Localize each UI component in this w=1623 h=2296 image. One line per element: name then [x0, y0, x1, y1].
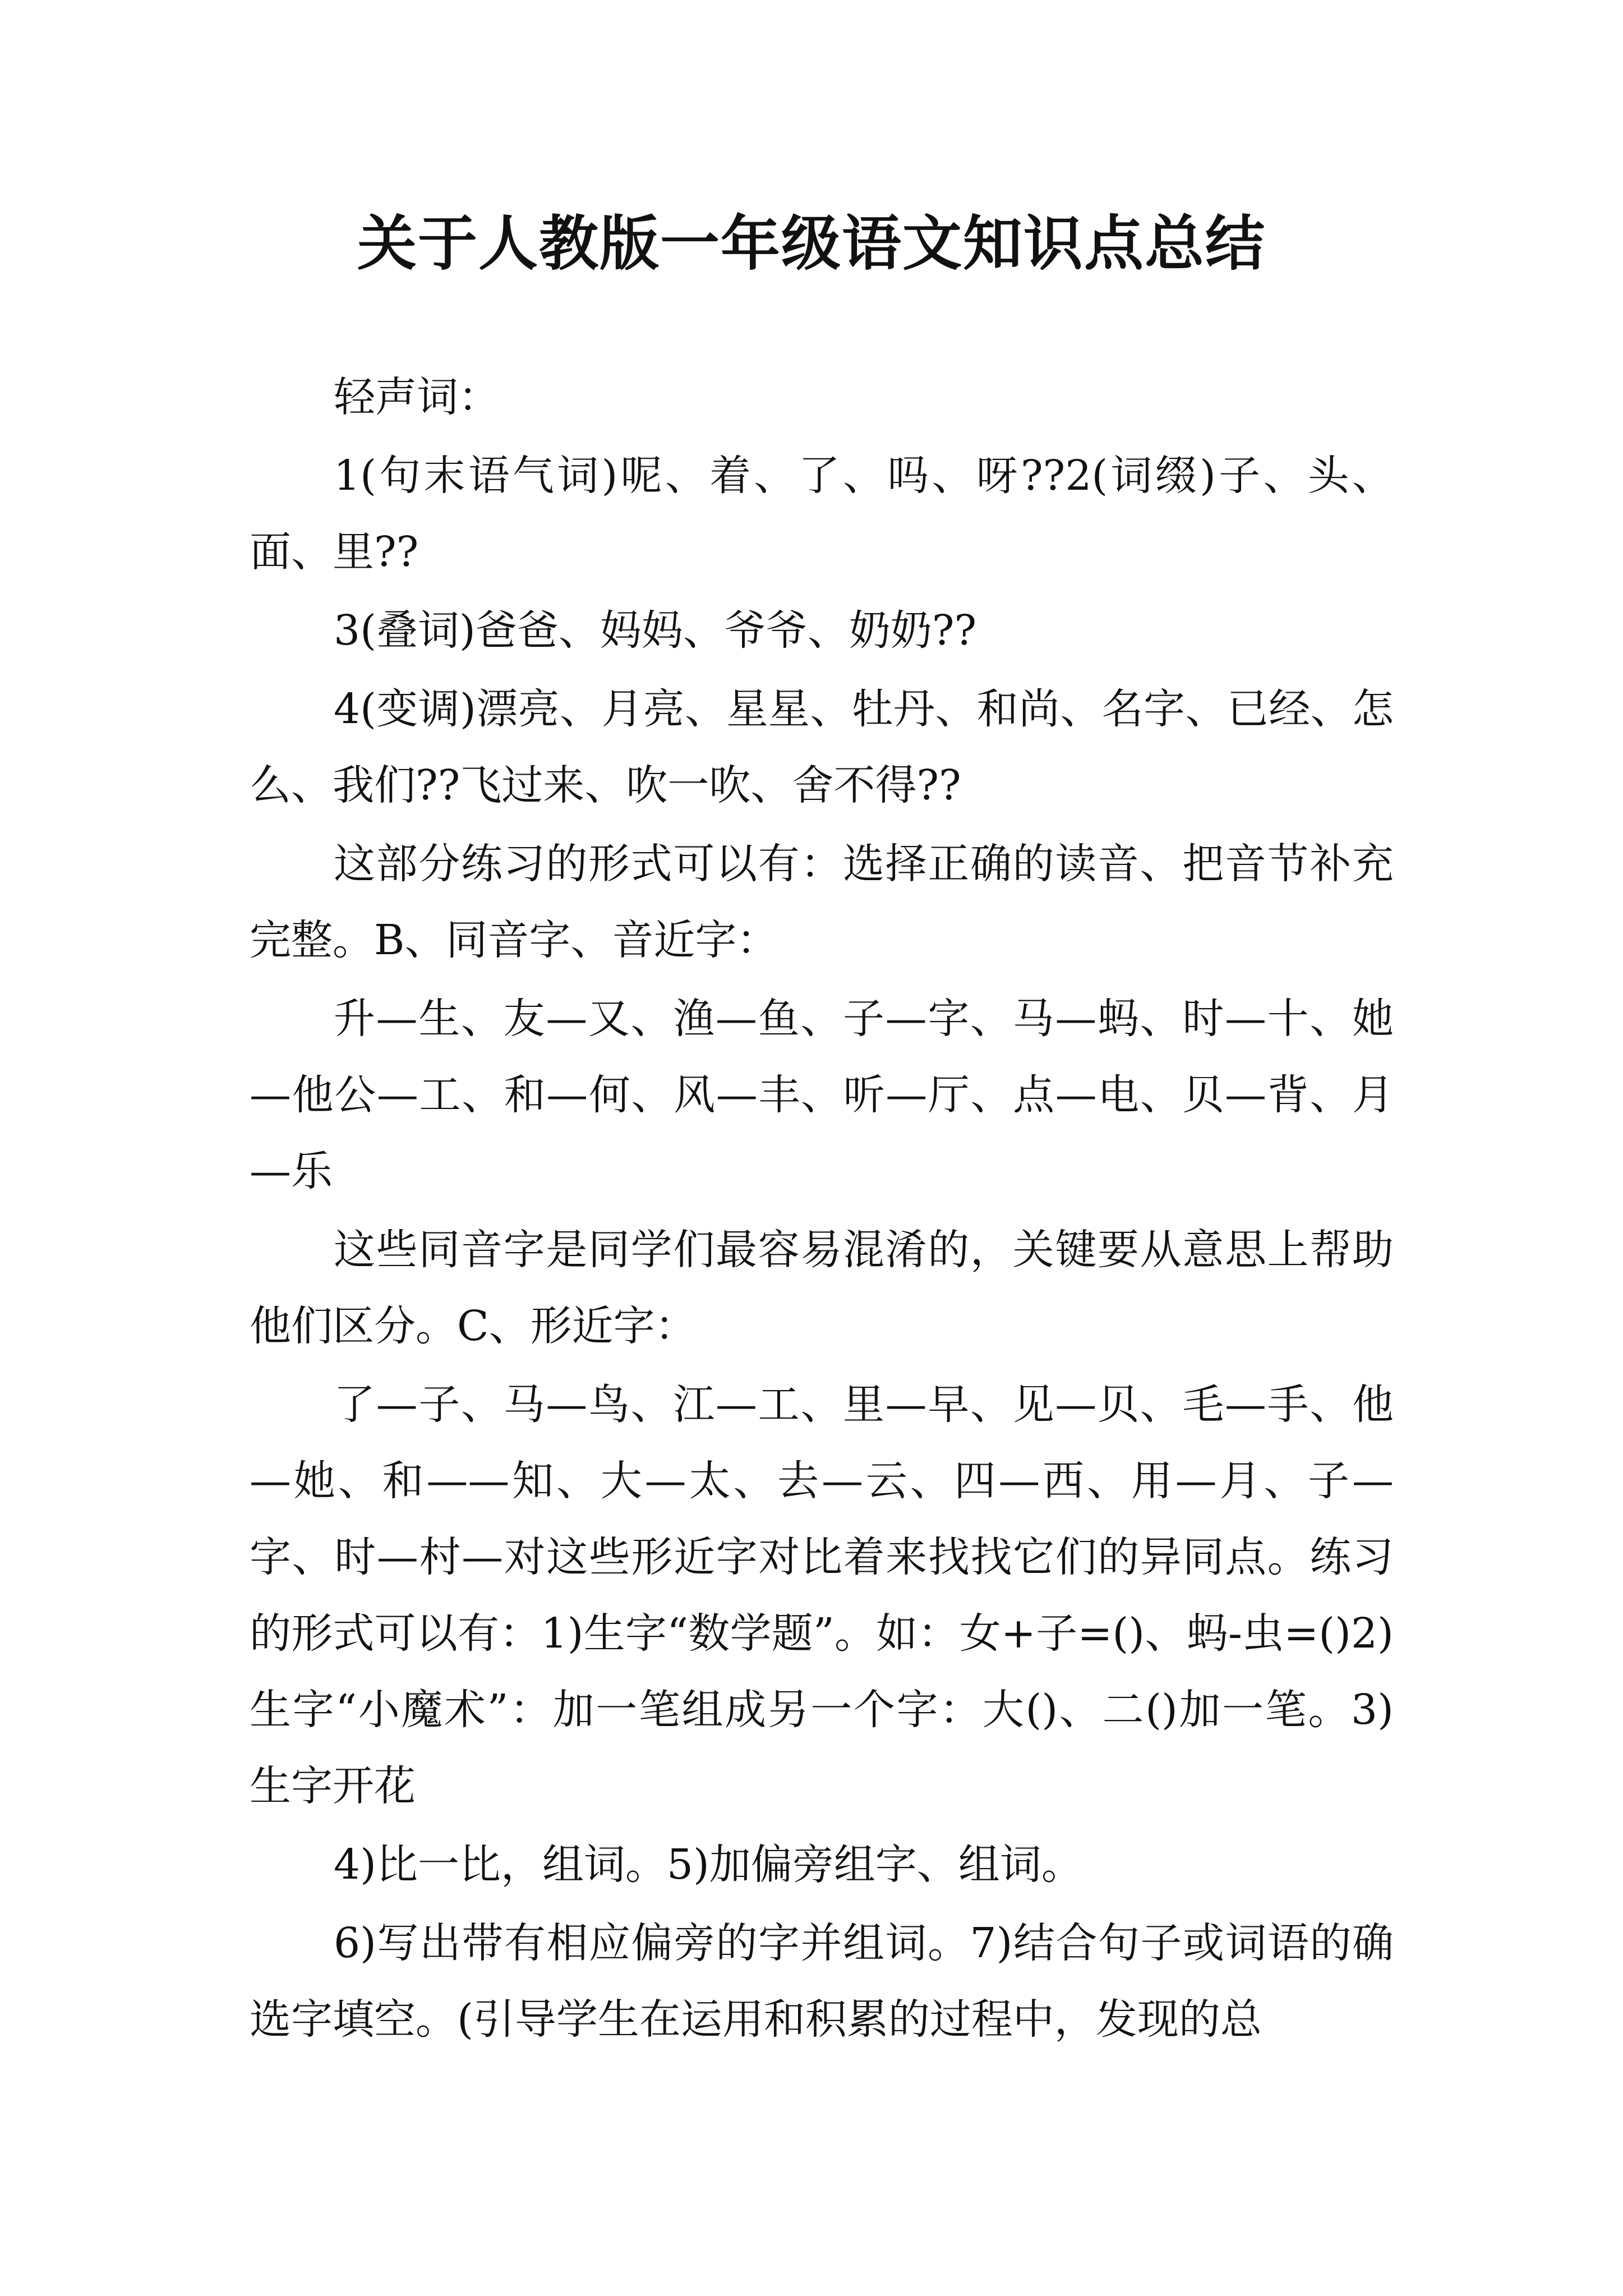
- document-body: [250, 359, 1394, 2060]
- paragraph-exercise-6-7: 6)写出带有相应偏旁的字并组词。7)结合句子或词语的确选字填空。(引导学生在运用和积累的过程中，发现的总: [250, 1919, 1394, 2044]
- paragraph-light-tone-1-2: 1(句末语气词)呢、着、了、吗、呀??2(词缀)子、头、面、里??: [250, 452, 1394, 576]
- paragraph-exercise-4-5: 4)比一比，组词。5)加偏旁组字、组词。: [334, 1841, 1083, 1889]
- paragraph-similar-characters: 了—子、马—鸟、江—工、里—早、见—贝、毛—手、他—她、和——知、大—太、去—云、四—西、用—月、子—字、时—村—对这些形近字对比着来找找它们的异同点。练习的形式可以有：1)生字“数学题”。如：女+子=()、蚂-虫=()2)生字“小魔术”：加一笔组成另一个字：大()、二()加一笔。3)生字开花: [250, 1381, 1394, 1810]
- paragraph-light-tone-heading: 轻声词：: [334, 373, 500, 421]
- paragraph-light-tone-4: 4(变调)漂亮、月亮、星星、牡丹、和尚、名字、已经、怎么、我们??飞过来、吹一吹、舍不得??: [250, 685, 1394, 809]
- document-title: 关于人教版一年级语文知识点总结: [357, 209, 1266, 278]
- paragraph-light-tone-3: 3(叠词)爸爸、妈妈、爷爷、奶奶??: [334, 606, 977, 655]
- paragraph-homophones-list: 升—生、友—又、渔—鱼、子—字、马—蚂、时—十、她—他公—工、和—何、风—丰、听—厅、点—电、贝—背、月—乐: [250, 995, 1394, 1195]
- paragraph-practice-forms: 这部分练习的形式可以有：选择正确的读音、把音节补充完整。B、同音字、音近字：: [250, 840, 1394, 964]
- paragraph-homophones-note: 这些同音字是同学们最容易混淆的，关键要从意思上帮助他们区分。C、形近字：: [250, 1226, 1394, 1350]
